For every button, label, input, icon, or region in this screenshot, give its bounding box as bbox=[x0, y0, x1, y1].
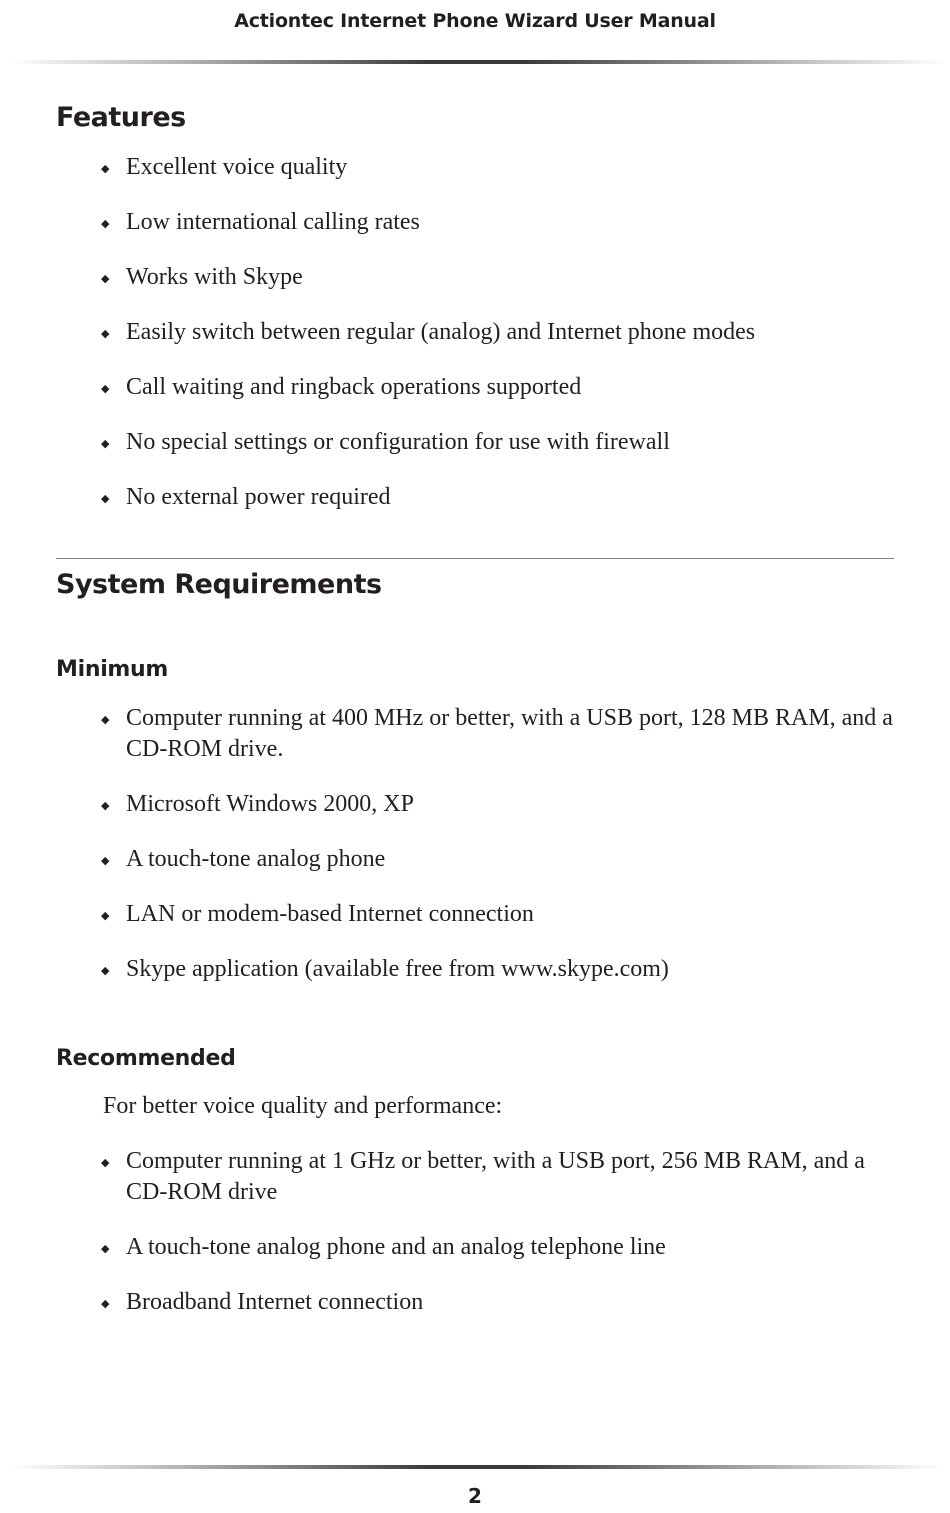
list-item bbox=[0, 262, 950, 293]
list-item-text: Computer running at 1 GHz or better, with a USB port, 256 MB RAM, and a CD-ROM drive bbox=[126, 1148, 865, 1205]
list-item bbox=[0, 482, 950, 513]
list-item bbox=[0, 152, 950, 183]
minimum-heading: Minimum bbox=[56, 657, 169, 682]
bullet-icon: ◆ bbox=[101, 272, 110, 285]
list-item-text: Low international calling rates bbox=[126, 209, 420, 235]
bullet-icon: ◆ bbox=[101, 909, 110, 922]
bullet-icon: ◆ bbox=[101, 327, 110, 340]
header-rule bbox=[10, 60, 946, 64]
list-item bbox=[0, 703, 950, 765]
list-item bbox=[0, 1232, 950, 1263]
list-item bbox=[0, 427, 950, 458]
bullet-icon: ◆ bbox=[101, 217, 110, 230]
bullet-icon: ◆ bbox=[101, 437, 110, 450]
bullet-icon: ◆ bbox=[101, 799, 110, 812]
list-item-text: Computer running at 400 MHz or better, with a USB port, 128 MB RAM, and a CD-ROM drive. bbox=[126, 705, 893, 762]
list-item-text: Call waiting and ringback operations supported bbox=[126, 374, 582, 400]
bullet-icon: ◆ bbox=[101, 1242, 110, 1255]
list-item bbox=[0, 1287, 950, 1318]
system-requirements-heading: System Requirements bbox=[56, 569, 382, 600]
list-item bbox=[0, 899, 950, 930]
features-list bbox=[0, 152, 950, 537]
list-item bbox=[0, 844, 950, 875]
recommended-heading: Recommended bbox=[56, 1046, 236, 1071]
list-item bbox=[0, 789, 950, 820]
list-item bbox=[0, 1146, 950, 1208]
features-heading: Features bbox=[56, 102, 186, 133]
bullet-icon: ◆ bbox=[101, 713, 110, 726]
section-divider bbox=[56, 558, 894, 559]
list-item bbox=[0, 207, 950, 238]
list-item bbox=[0, 317, 950, 348]
bullet-icon: ◆ bbox=[101, 854, 110, 867]
list-item-text: A touch-tone analog phone and an analog telephone line bbox=[126, 1234, 666, 1260]
page-number: 2 bbox=[468, 1484, 482, 1508]
bullet-icon: ◆ bbox=[101, 964, 110, 977]
list-item-text: Works with Skype bbox=[126, 264, 303, 290]
bullet-icon: ◆ bbox=[101, 1297, 110, 1310]
bullet-icon: ◆ bbox=[101, 162, 110, 175]
list-item-text: No special settings or configuration for use with firewall bbox=[126, 429, 670, 455]
list-item-text: Skype application (available free from www.skype.com) bbox=[126, 956, 669, 982]
recommended-intro: For better voice quality and performance: bbox=[103, 1093, 503, 1119]
list-item-text: A touch-tone analog phone bbox=[126, 846, 386, 872]
bullet-icon: ◆ bbox=[101, 492, 110, 505]
list-item-text: LAN or modem-based Internet connection bbox=[126, 901, 534, 927]
list-item-text: Microsoft Windows 2000, XP bbox=[126, 791, 414, 817]
bullet-icon: ◆ bbox=[101, 382, 110, 395]
list-item-text: Broadband Internet connection bbox=[126, 1289, 424, 1315]
list-item bbox=[0, 954, 950, 985]
recommended-requirements-list bbox=[0, 1146, 950, 1342]
footer-rule bbox=[10, 1465, 946, 1469]
list-item-text: Excellent voice quality bbox=[126, 154, 348, 180]
page-header-title: Actiontec Internet Phone Wizard User Manual bbox=[234, 10, 716, 32]
list-item bbox=[0, 372, 950, 403]
bullet-icon: ◆ bbox=[101, 1156, 110, 1169]
list-item-text: Easily switch between regular (analog) and Internet phone modes bbox=[126, 319, 756, 345]
minimum-requirements-list bbox=[0, 703, 950, 1009]
list-item-text: No external power required bbox=[126, 484, 391, 510]
